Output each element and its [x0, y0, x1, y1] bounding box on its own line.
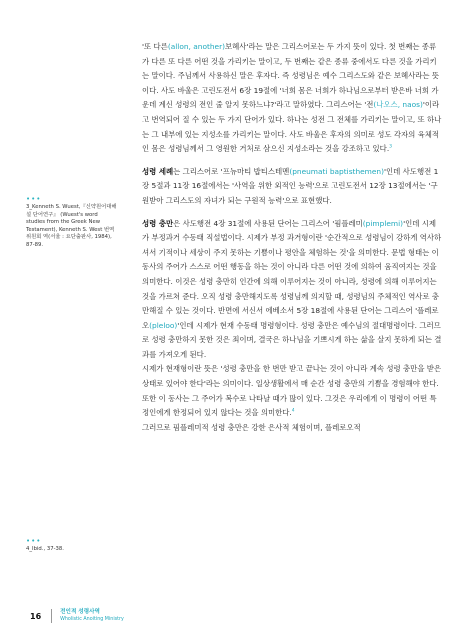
footnote-text: 4_Ibid., 37-38. — [26, 546, 64, 552]
footer-divider — [51, 609, 52, 623]
footnote-marker: ••• — [26, 195, 42, 203]
page-footer — [30, 608, 124, 624]
paragraph-conclusion — [142, 421, 442, 436]
greek-term: (pneumati baptisthemen) — [289, 166, 384, 176]
book-title-korean: 전인적 성령사역 — [60, 609, 100, 615]
greek-term: (allon, another) — [167, 42, 226, 51]
text-run: '또 다른 — [142, 42, 168, 51]
text-run: '이라고 번역되어 질 수 있는 두 가지 단어가 있다. 하나는 성전 그 전체를 가리키는 말이고, 또 하나는 그 내부에 있는 지성소를 가리키는 말이다. 사도 바울은 후자의 의미로 성도 각자의 육체적인 몸은 성령님께서 그 영원한 거처로 삼으신 지성소라는 것을 강조하고 있다. — [142, 100, 442, 154]
term-heading: 성령 충만 — [142, 218, 174, 228]
paragraph-spirit-baptism — [142, 165, 442, 209]
footnote-ref: 3 — [389, 144, 393, 150]
text-run: 은 사도행전 4장 31절에 사용된 단어는 그리스어 '핌플레미 — [173, 218, 363, 228]
book-title — [60, 609, 124, 623]
footnote-4 — [26, 538, 118, 554]
page-number: 16 — [30, 611, 42, 621]
text-run: 시제가 현재형이란 뜻은 '성령 충만을 한 번만 받고 끝나는 것이 아니라 계속 성령 충만을 받은 상태로 있어야 한다'라는 의미이다. 일상생활에서 매 순간 성령 충만의 기쁨을 경험해야 한다. 또한 이 동사는 그 주어가 복수로 나타날 때가 많이 있다. 그것은 우리에게 이 명령이 어떤 특정인에게 한정되어 있지 않다는 것을 의미한다. — [142, 364, 442, 418]
footnote-marker: ••• — [26, 537, 42, 545]
text-run: '인데 시제가 부정과거 수동태 직설법이다. 시제가 부정 과거형이란 '순간적으로 성령님이 강하게 역사하셔서 기적이나 세상이 주지 못하는 기쁨이나 평안을 체험하는 것'을 의미한다. 문법 형태는 이 동사의 주어가 스스로 어떤 행동을 하는 것이 아니라 다른 어떤 것에 의하여 움직여지는 것을 의미한다. 이것은 성령 충만히 인간에 의해 이루어지는 것이 아니라, 성령에 의해 이루어지는 것을 가르쳐 준다. 오직 성령 충만해지도록 성령님께 의지할 때, 성령님의 주체적인 역사로 충만해질 수 있는 것이다. 반면에 서신서 에베소서 5장 18절에 사용된 단어는 그리스어 '플레로오 — [142, 218, 442, 330]
term-heading: 성령 세례 — [142, 166, 174, 176]
footnote-ref: 4 — [291, 408, 295, 414]
paragraph-present-tense — [142, 362, 442, 420]
paragraph-spirit-filling — [142, 217, 442, 363]
text-run: 그러므로 핌플레미적 성령 충만은 강한 은사적 체험이며, 플레로오적 — [142, 422, 361, 432]
text-run: '인데 사도행전 1장 5절과 11장 16절에서는 '사역을 위한 외적인 능력'으로 고린도전서 12장 13절에서는 '구원받아 그리스도의 자녀가 되는 구원적 능력'으로 표현했다. — [142, 166, 439, 205]
greek-term: (pimplemi) — [362, 218, 404, 228]
book-title-english: Wholistic Anoiting Ministry — [60, 617, 124, 622]
text-run: '인데 시제가 현재 수동태 명령형이다. 성령 충만은 예수님의 절대명령이다. 그러므로 성령 충만하지 못한 것은 죄이며, 결국은 하나님을 기쁘시게 하는 삶을 살지 못하게 되는 결과를 가져오게 된다. — [142, 320, 442, 359]
footnote-3 — [26, 196, 118, 250]
main-body-text — [142, 40, 442, 435]
greek-term: (나오스, naos) — [373, 100, 423, 110]
paragraph-allon — [142, 40, 442, 157]
greek-term: (pleloo) — [149, 320, 178, 330]
text-run: 보혜사'라는 말은 그리스어로는 두 가지 뜻이 있다. 첫 번째는 종류가 다른 또 다른 어떤 것을 가리키는 말이고, 두 번째는 같은 종류 중에서도 다른 것을 가리키는 말이다. 주님께서 사용하신 말은 후자다. 즉 성령님은 예수 그리스도와 같은 보혜사라는 뜻이다. 사도 바울은 고린도전서 6장 19절에 '너희 몸은 너희가 하나님으로부터 받은바 너희 가운데 계신 성령의 전인 줄 알지 못하느냐?'라고 말하였다. 그리스어는 '전 — [142, 42, 440, 110]
footnote-text: 3_Kenneth S. Wuest,『신약원어대해설 단어연구』 (Wuest's word studies from the Greek New Testament), Kenneth S. West 번역위원회 역(서울 : 요단출판사, 1984), 87-89. — [26, 204, 117, 248]
text-run: 는 그리스어로 '프뉴마티 밥티스테멘 — [173, 166, 290, 176]
